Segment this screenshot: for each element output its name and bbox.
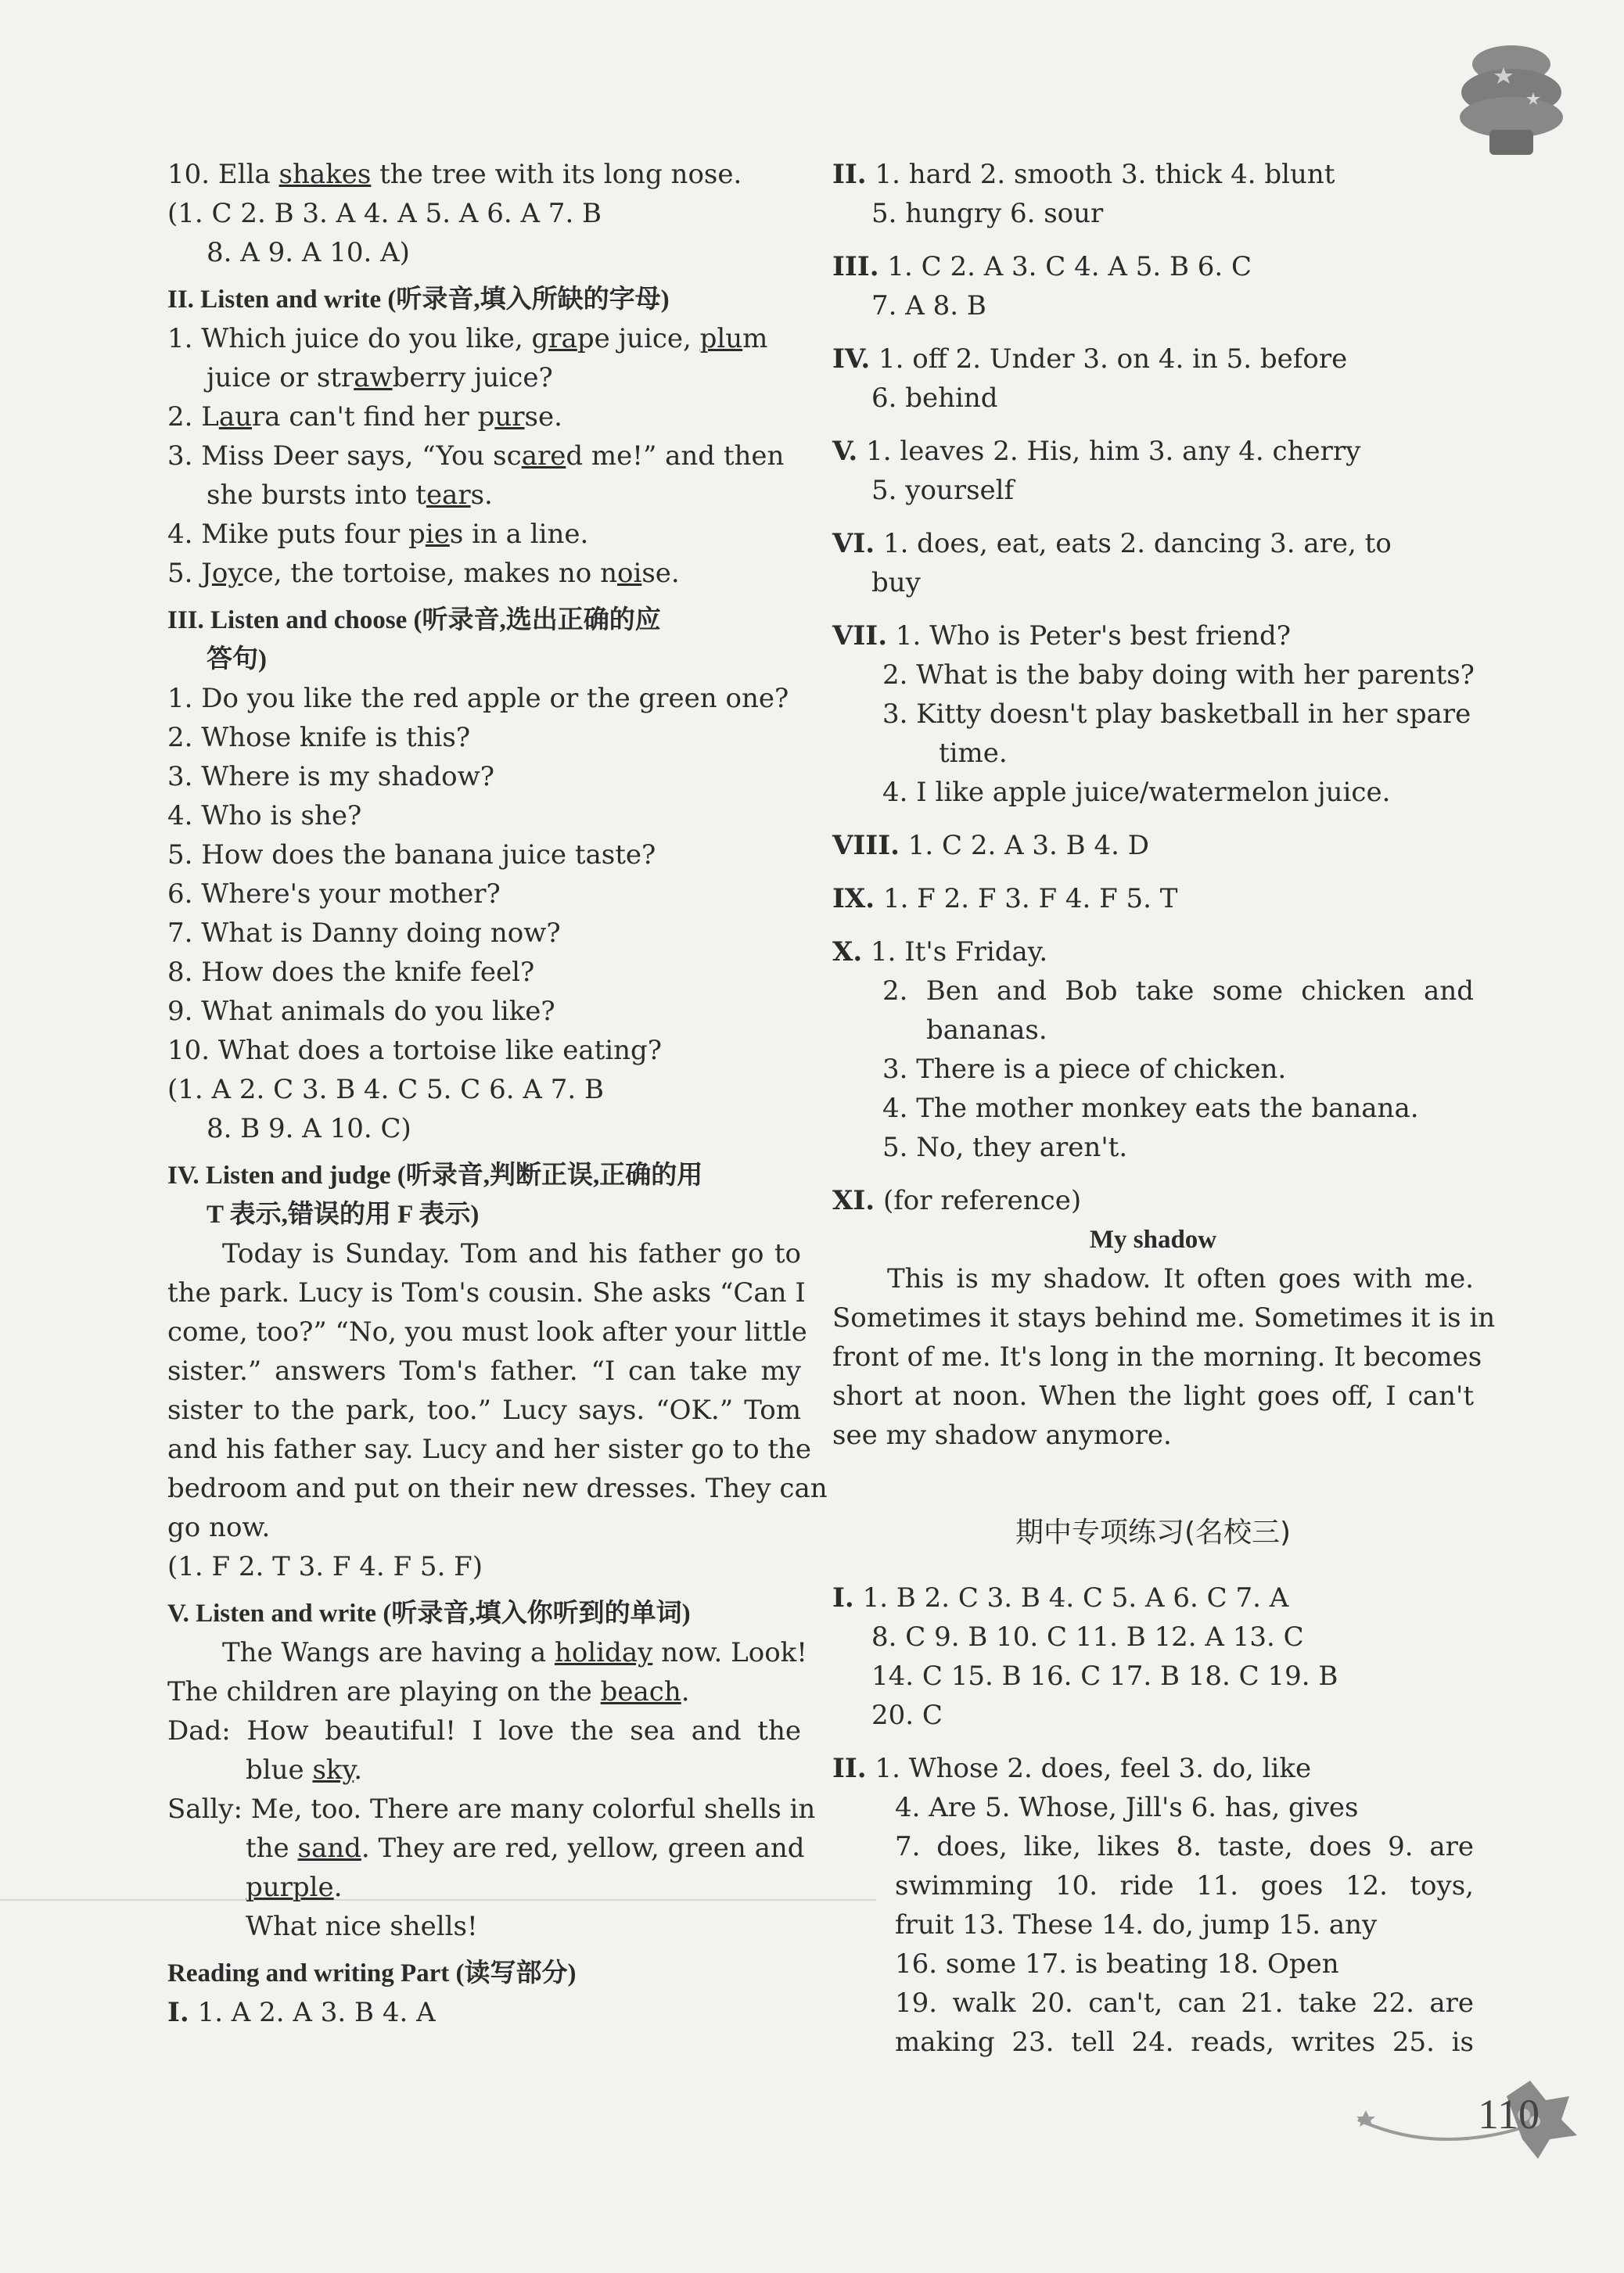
list-item: 8. How does the knife feel? — [167, 957, 535, 988]
answer-line: (1. A 2. C 3. B 4. C 5. C 6. A 7. B — [167, 1074, 604, 1105]
answer-line: 4. I like apple juice/watermelon juice. — [882, 777, 1391, 808]
list-item: 3. Where is my shadow? — [167, 761, 494, 792]
passage-title: My shadow — [1089, 1226, 1217, 1254]
passage-line: the park. Lucy is Tom's cousin. She asks “Can I — [167, 1277, 806, 1309]
section-heading: T 表示,错误的用 F 表示) — [207, 1201, 480, 1229]
passage-line: purple. — [246, 1872, 343, 1903]
list-item: 9. What animals do you like? — [167, 996, 555, 1027]
answer-line: 14. C 15. B 16. C 17. B 18. C 19. B — [871, 1661, 1338, 1692]
left-column — [167, 155, 828, 2032]
answer-line: 4. Are 5. Whose, Jill's 6. has, gives — [895, 1792, 1359, 1823]
answer-line: VII. 1. Who is Peter's best friend? — [832, 620, 1291, 652]
answer-line: (1. F 2. T 3. F 4. F 5. F) — [167, 1551, 483, 1582]
answer-line: III. 1. C 2. A 3. C 4. A 5. B 6. C — [832, 251, 1252, 282]
holly-icon — [1350, 2065, 1585, 2167]
answer-line: buy — [871, 567, 921, 598]
answer-line: fruit 13. These 14. do, jump 15. any — [895, 1909, 1378, 1941]
page-number: 110 — [1478, 2091, 1540, 2138]
passage-line: bedroom and put on their new dresses. They can — [167, 1473, 828, 1504]
answer-line: 5. No, they aren't. — [882, 1132, 1128, 1163]
answer-line: V. 1. leaves 2. His, him 3. any 4. cherry — [832, 436, 1361, 467]
answer-line: 2. Ben and Bob take some chicken and — [882, 975, 1474, 1007]
right-column — [832, 155, 1496, 2062]
passage-line: What nice shells! — [246, 1911, 478, 1942]
list-item: 1. Do you like the red apple or the green one? — [167, 683, 789, 714]
passage-line: sister to the park, too.” Lucy says. “OK.” Tom — [167, 1395, 801, 1426]
answer-line: I. 1. A 2. A 3. B 4. A — [167, 1997, 436, 2028]
answer-line: 10. Ella shakes the tree with its long nose. — [167, 159, 742, 190]
answer-line: 8. B 9. A 10. C) — [207, 1113, 411, 1144]
passage-line: short at noon. When the light goes off, I can't — [832, 1381, 1474, 1412]
answer-line: making 23. tell 24. reads, writes 25. is — [895, 2027, 1474, 2058]
answer-line: 3. Miss Deer says, “You scared me!” and then — [167, 440, 785, 472]
answer-line: 5. yourself — [871, 475, 1015, 506]
answer-line: VIII. 1. C 2. A 3. B 4. D — [832, 830, 1149, 861]
christmas-tree-icon — [1457, 36, 1566, 161]
passage-line: and his father say. Lucy and her sister go to the — [167, 1434, 812, 1465]
list-item: 6. Where's your mother? — [167, 878, 501, 910]
answer-line: 19. walk 20. can't, can 21. take 22. are — [895, 1988, 1474, 2019]
answer-line: 3. There is a piece of chicken. — [882, 1054, 1287, 1085]
section-heading: Reading and writing Part (读写部分) — [167, 1959, 577, 1988]
passage-line: The children are playing on the beach. — [167, 1676, 690, 1707]
passage-line: The Wangs are having a holiday now. Look! — [222, 1637, 807, 1668]
section-heading: IV. Listen and judge (听录音,判断正误,正确的用 — [167, 1162, 703, 1190]
list-item: 4. Who is she? — [167, 800, 362, 831]
passage-line: Sally: Me, too. There are many colorful shells in — [167, 1794, 816, 1825]
passage-line: go now. — [167, 1512, 271, 1543]
answer-line: 20. C — [871, 1700, 943, 1731]
list-item: 5. How does the banana juice taste? — [167, 839, 656, 871]
answer-line: VI. 1. does, eat, eats 2. dancing 3. are, to — [832, 528, 1392, 559]
answer-line: she bursts into tears. — [207, 479, 493, 511]
answer-line: II. 1. hard 2. smooth 3. thick 4. blunt — [832, 159, 1335, 190]
passage-line: Today is Sunday. Tom and his father go to — [222, 1238, 801, 1269]
answer-line: 5. Joyce, the tortoise, makes no noise. — [167, 558, 680, 589]
answer-line: swimming 10. ride 11. goes 12. toys, — [895, 1870, 1474, 1901]
passage-line: the sand. They are red, yellow, green and — [246, 1833, 805, 1864]
answer-line: 2. Laura can't find her purse. — [167, 401, 562, 433]
answer-line: juice or strawberry juice? — [207, 362, 553, 393]
list-item: 7. What is Danny doing now? — [167, 917, 561, 949]
answer-line: 2. What is the baby doing with her parents? — [882, 659, 1475, 691]
answer-line: 7. does, like, likes 8. taste, does 9. are — [895, 1831, 1474, 1862]
answer-line: 16. some 17. is beating 18. Open — [895, 1948, 1339, 1980]
answer-line: time. — [939, 738, 1008, 769]
list-item: 2. Whose knife is this? — [167, 722, 471, 753]
passage-line: come, too?” “No, you must look after your little — [167, 1316, 807, 1348]
passage-line: front of me. It's long in the morning. It becomes — [832, 1341, 1482, 1373]
passage-line: see my shadow anymore. — [832, 1420, 1172, 1451]
answer-line: bananas. — [926, 1014, 1047, 1046]
passage-line: blue sky. — [246, 1754, 363, 1786]
answer-line: (1. C 2. B 3. A 4. A 5. A 6. A 7. B — [167, 198, 602, 229]
section-heading: II. Listen and write (听录音,填入所缺的字母) — [167, 285, 670, 314]
answer-line: II. 1. Whose 2. does, feel 3. do, like — [832, 1753, 1312, 1784]
answer-line: 8. A 9. A 10. A) — [207, 237, 410, 268]
answer-line: 4. The mother monkey eats the banana. — [882, 1093, 1419, 1124]
answer-line: IX. 1. F 2. F 3. F 4. F 5. T — [832, 883, 1178, 914]
answer-line: XI. (for reference) — [832, 1185, 1082, 1216]
section-title: 期中专项练习(名校三) — [1015, 1517, 1292, 1549]
passage-line: This is my shadow. It often goes with me. — [887, 1263, 1474, 1294]
answer-line: 5. hungry 6. sour — [871, 198, 1104, 229]
section-heading: V. Listen and write (听录音,填入你听到的单词) — [167, 1600, 691, 1628]
section-heading: III. Listen and choose (听录音,选出正确的应 — [167, 606, 661, 634]
answer-line: 4. Mike puts four pies in a line. — [167, 519, 589, 550]
answer-line: IV. 1. off 2. Under 3. on 4. in 5. before — [832, 343, 1348, 375]
passage-line: sister.” answers Tom's father. “I can take my — [167, 1356, 801, 1387]
answer-line: 8. C 9. B 10. C 11. B 12. A 13. C — [871, 1621, 1304, 1653]
section-heading: 答句) — [207, 645, 267, 673]
answer-line: X. 1. It's Friday. — [832, 936, 1048, 968]
passage-line: Dad: How beautiful! I love the sea and the — [167, 1715, 801, 1747]
answer-line: 3. Kitty doesn't play basketball in her spare — [882, 698, 1471, 730]
answer-line: 6. behind — [871, 382, 998, 414]
list-item: 10. What does a tortoise like eating? — [167, 1035, 663, 1066]
answer-line: 7. A 8. B — [871, 290, 986, 321]
passage-line: Sometimes it stays behind me. Sometimes it is in — [832, 1302, 1496, 1334]
answer-line: 1. Which juice do you like, grape juice, plum — [167, 323, 768, 354]
answer-line: I. 1. B 2. C 3. B 4. C 5. A 6. C 7. A — [832, 1582, 1289, 1614]
